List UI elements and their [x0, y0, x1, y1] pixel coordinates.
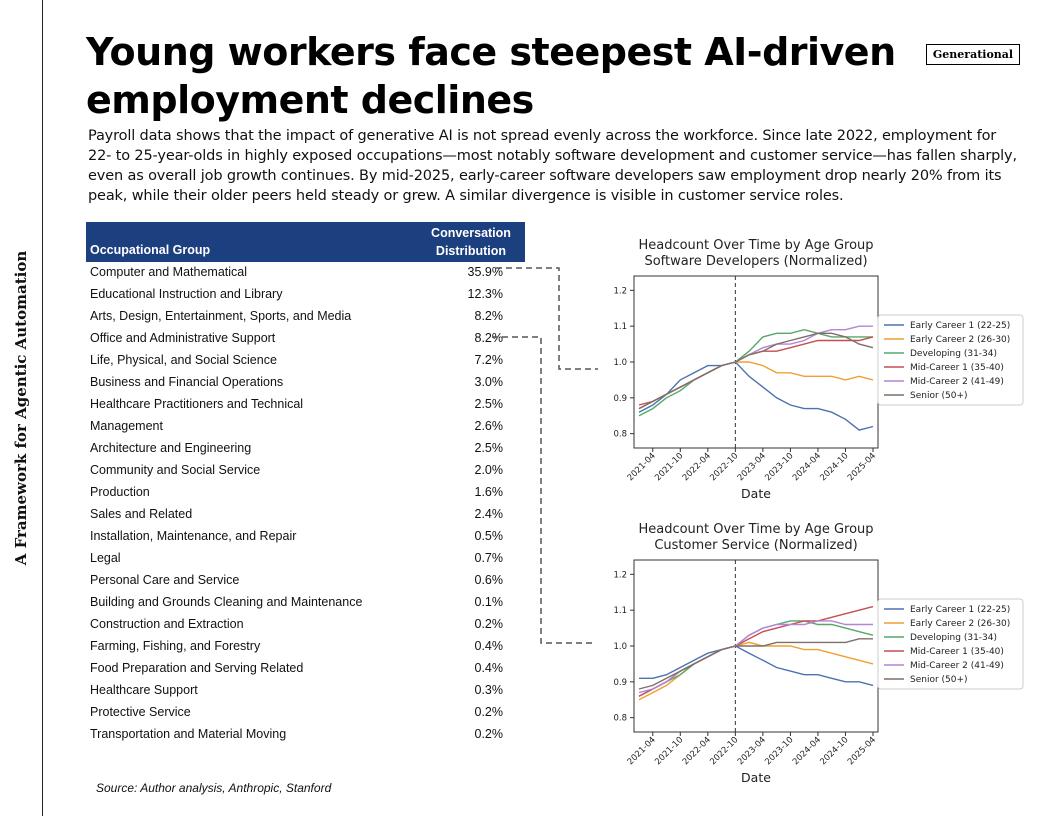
row-group-name: Transportation and Material Moving [90, 727, 287, 741]
row-group-name: Production [90, 485, 150, 499]
col-header-group: Occupational Group [90, 243, 211, 257]
legend-entry: Mid-Career 1 (35-40) [910, 363, 1004, 373]
x-tick-label: 2024-10 [818, 451, 851, 484]
row-distribution-value: 0.7% [474, 551, 503, 565]
source-note: Source: Author analysis, Anthropic, Stanford [96, 781, 332, 795]
row-distribution-value: 8.2% [474, 331, 503, 345]
x-axis-label: Date [741, 486, 771, 501]
y-tick-label: 0.8 [613, 429, 627, 440]
row-distribution-value: 2.5% [474, 441, 503, 455]
row-distribution-value: 0.6% [474, 573, 503, 587]
x-axis-label: Date [741, 770, 771, 785]
y-tick-label: 1.1 [613, 606, 627, 617]
row-group-name: Food Preparation and Serving Related [90, 661, 304, 675]
x-tick-label: 2022-10 [708, 735, 741, 768]
x-tick-label: 2023-10 [763, 735, 796, 768]
legend-entry: Mid-Career 2 (41-49) [910, 377, 1004, 387]
row-distribution-value: 1.6% [474, 485, 503, 499]
row-group-name: Business and Financial Operations [90, 375, 284, 389]
category-tag: Generational [926, 44, 1020, 65]
row-distribution-value: 2.0% [474, 463, 503, 477]
legend-entry: Senior (50+) [910, 391, 968, 401]
row-distribution-value: 2.4% [474, 507, 503, 521]
row-distribution-value: 0.5% [474, 529, 503, 543]
row-group-name: Healthcare Practitioners and Technical [90, 397, 304, 411]
row-distribution-value: 0.1% [474, 595, 503, 609]
row-group-name: Building and Grounds Cleaning and Maintenance [90, 595, 363, 609]
row-group-name: Construction and Extraction [90, 617, 244, 631]
y-tick-label: 1.2 [613, 570, 627, 581]
row-group-name: Office and Administrative Support [90, 331, 276, 345]
legend-entry: Early Career 1 (22-25) [910, 605, 1011, 615]
y-tick-label: 0.8 [613, 713, 627, 724]
row-distribution-value: 2.6% [474, 419, 503, 433]
x-tick-label: 2022-04 [680, 735, 713, 768]
legend-entry: Early Career 2 (26-30) [910, 619, 1011, 629]
x-tick-label: 2022-10 [708, 451, 741, 484]
row-group-name: Computer and Mathematical [90, 265, 248, 279]
row-group-name: Life, Physical, and Social Science [90, 353, 277, 367]
connector-customer [492, 337, 594, 643]
intro-paragraph: Payroll data shows that the impact of generative AI is not spread evenly across the workforce. Since late 2022, employment for 22- to 25-year-olds in highly exposed occupations—most notably software development and customer service—has fallen sharply, even as overall job growth continues. By mid-2025, early-career software developers saw employment drop nearly 20% from its peak, while their older peers held steady or grew. A similar divergence is visible in customer service roles. [88, 128, 1017, 204]
row-group-name: Installation, Maintenance, and Repair [90, 529, 297, 543]
x-tick-label: 2021-04 [625, 451, 658, 484]
row-distribution-value: 35.9% [467, 265, 503, 279]
row-distribution-value: 8.2% [474, 309, 503, 323]
y-tick-label: 1.1 [613, 322, 627, 333]
y-tick-label: 1.2 [613, 286, 627, 297]
row-distribution-value: 0.4% [474, 639, 503, 653]
y-tick-label: 0.9 [613, 393, 627, 404]
row-distribution-value: 0.3% [474, 683, 503, 697]
row-distribution-value: 3.0% [474, 375, 503, 389]
x-tick-label: 2024-10 [818, 735, 851, 768]
row-distribution-value: 0.2% [474, 705, 503, 719]
plot-frame [634, 276, 878, 448]
row-group-name: Farming, Fishing, and Forestry [90, 639, 261, 653]
row-group-name: Educational Instruction and Library [90, 287, 283, 301]
row-group-name: Legal [90, 551, 121, 565]
x-tick-label: 2025-04 [845, 451, 879, 484]
legend-entry: Mid-Career 1 (35-40) [910, 647, 1004, 657]
y-tick-label: 1.0 [613, 642, 627, 652]
row-group-name: Architecture and Engineering [90, 441, 252, 455]
x-tick-label: 2023-04 [735, 451, 769, 484]
y-tick-label: 1.0 [613, 358, 627, 368]
row-group-name: Sales and Related [90, 507, 193, 521]
col-header-distribution: Conversation Distribution [431, 226, 511, 258]
x-tick-label: 2021-04 [625, 735, 658, 768]
legend-entry: Senior (50+) [910, 675, 968, 685]
x-tick-label: 2024-04 [790, 735, 824, 768]
legend-entry: Mid-Career 2 (41-49) [910, 661, 1004, 671]
chart-title: Headcount Over Time by Age Group [638, 522, 874, 537]
chart-subtitle: Software Developers (Normalized) [644, 254, 868, 269]
x-tick-label: 2022-04 [680, 451, 713, 484]
x-tick-label: 2025-04 [845, 735, 879, 768]
chart-subtitle: Customer Service (Normalized) [654, 538, 858, 553]
row-group-name: Community and Social Service [90, 463, 261, 477]
row-group-name: Healthcare Support [90, 683, 198, 697]
row-distribution-value: 0.2% [474, 617, 503, 631]
legend-entry: Early Career 1 (22-25) [910, 321, 1011, 331]
chart-title: Headcount Over Time by Age Group [638, 238, 874, 253]
page-title: Young workers face steepest AI-driven employment declines [86, 30, 896, 122]
chart-software-developers [600, 232, 1040, 512]
row-distribution-value: 12.3% [467, 287, 503, 301]
x-tick-label: 2021-10 [653, 735, 686, 768]
chart-customer-service [600, 516, 1040, 796]
row-group-name: Management [90, 419, 163, 433]
legend-entry: Developing (31-34) [910, 633, 998, 643]
connector-software [496, 268, 598, 369]
legend-entry: Developing (31-34) [910, 349, 998, 359]
x-tick-label: 2021-10 [653, 451, 686, 484]
x-tick-label: 2023-04 [735, 735, 769, 768]
row-distribution-value: 0.4% [474, 661, 503, 675]
side-label: A Framework for Agentic Automation [12, 250, 30, 566]
row-distribution-value: 7.2% [474, 353, 503, 367]
row-group-name: Personal Care and Service [90, 573, 240, 587]
row-distribution-value: 0.2% [474, 727, 503, 741]
row-group-name: Arts, Design, Entertainment, Sports, and Media [90, 309, 352, 323]
row-group-name: Protective Service [90, 705, 191, 719]
legend-entry: Early Career 2 (26-30) [910, 335, 1011, 345]
row-distribution-value: 2.5% [474, 397, 503, 411]
x-tick-label: 2024-04 [790, 451, 824, 484]
y-tick-label: 0.9 [613, 677, 627, 688]
x-tick-label: 2023-10 [763, 451, 796, 484]
